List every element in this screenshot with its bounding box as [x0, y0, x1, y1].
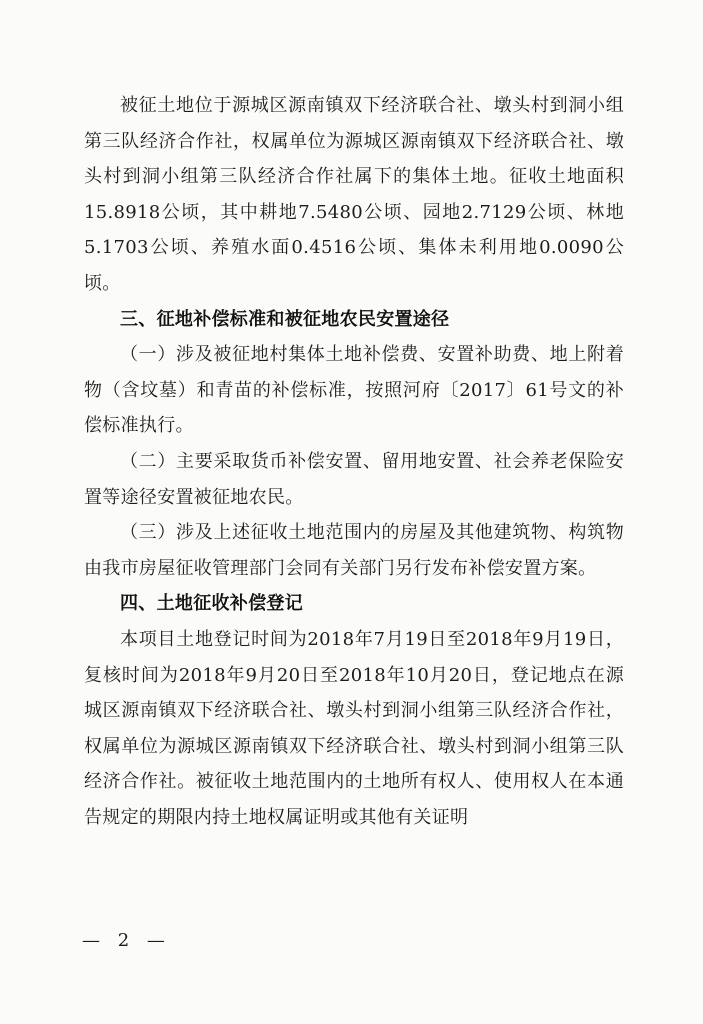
paragraph-compensation-standard: （一）涉及被征地村集体土地补偿费、安置补助费、地上附着物（含坟墓）和青苗的补偿标准，按照河府〔2017〕61号文的补偿标准执行。 — [84, 344, 624, 437]
section-heading-registration: 四、土地征收补偿登记 — [120, 593, 303, 615]
section-heading-compensation: 三、征地补偿标准和被征地农民安置途径 — [120, 308, 450, 330]
paragraph-land-location: 被征土地位于源城区源南镇双下经济联合社、墩头村到洞小组第三队经济合作社，权属单位为源城区源南镇双下经济联合社、墩头村到洞小组第三队经济合作社属下的集体土地。征收土地面积15.8918公顷，其中耕地7.5480公顷、园地2.7129公顷、林地5.1703公顷、养殖水面0.4516公顷、集体未利用地0.0090公顷。 — [84, 95, 624, 294]
paragraph-building-compensation: （三）涉及上述征收土地范围内的房屋及其他建筑物、构筑物由我市房屋征收管理部门会同有关部门另行发布补偿安置方案。 — [84, 522, 624, 579]
page-number: — 2 — — [82, 930, 171, 951]
paragraph-registration-details: 本项目土地登记时间为2018年7月19日至2018年9月19日，复核时间为2018年9月20日至2018年10月20日，登记地点在源城区源南镇双下经济联合社、墩头村到洞小组第三队经济合作社，权属单位为源城区源南镇双下经济联合社、墩头村到洞小组第三队经济合作社。被征收土地范围内的土地所有权人、使用权人在本通告规定的期限内持土地权属证明或其他有关证明 — [84, 628, 624, 828]
document-body — [84, 88, 624, 835]
paragraph-resettlement-method: （二）主要采取货币补偿安置、留用地安置、社会养老保险安置等途径安置被征地农民。 — [84, 450, 624, 508]
